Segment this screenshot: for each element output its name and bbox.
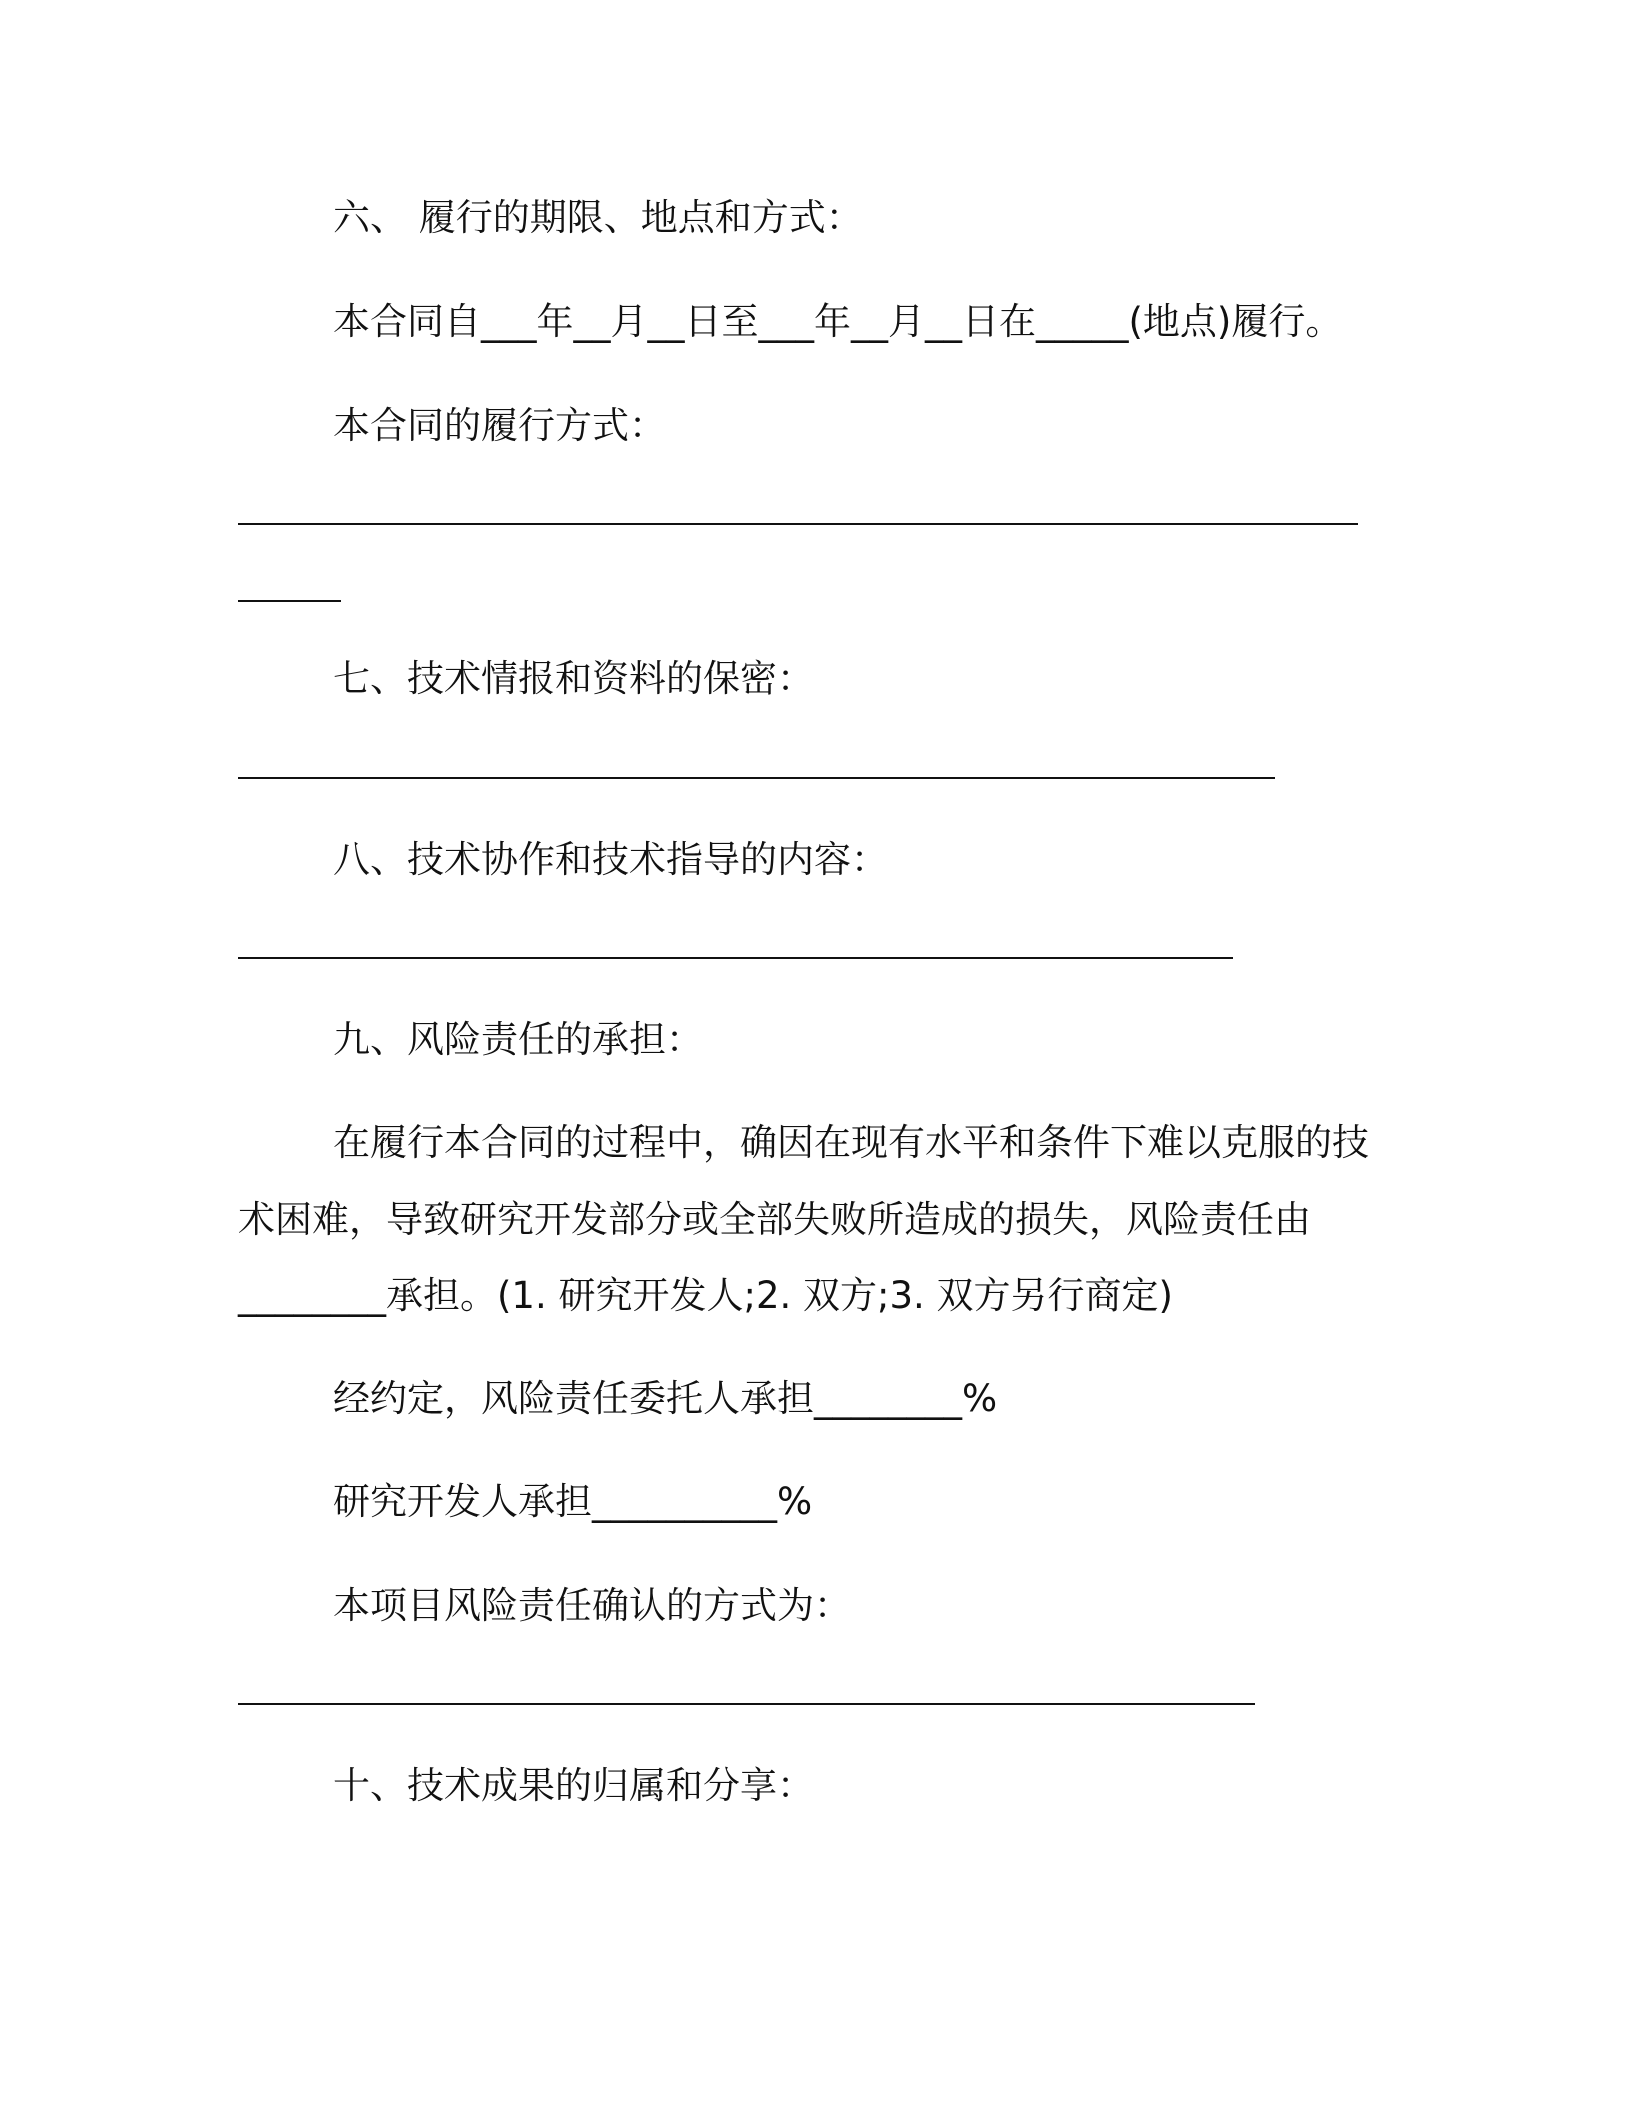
risk-paragraph-line-2: 术困难，导致研究开发部分或全部失败所造成的损失，风险责任由 <box>238 1198 1311 1241</box>
risk-confirmation-label: 本项目风险责任确认的方式为： <box>333 1584 851 1627</box>
performance-term-line: 本合同自___年__月__日至___年__月__日在_____(地点)履行。 <box>333 300 1343 343</box>
risk-paragraph-line-1: 在履行本合同的过程中，确因在现有水平和条件下难以克服的技 <box>333 1121 1369 1164</box>
section-8-heading: 八、技术协作和技术指导的内容： <box>333 838 888 881</box>
section-9-heading: 九、风险责任的承担： <box>333 1018 703 1061</box>
technical-guidance-blank <box>238 957 1233 959</box>
confidentiality-blank <box>238 777 1275 779</box>
performance-method-blank-1 <box>238 523 1358 525</box>
performance-method-blank-2 <box>238 600 341 602</box>
client-risk-share: 经约定，风险责任委托人承担________% <box>333 1377 998 1420</box>
developer-risk-share: 研究开发人承担__________% <box>333 1480 813 1523</box>
section-6-heading: 六、 履行的期限、地点和方式： <box>333 196 863 239</box>
risk-paragraph-line-3: ________承担。(1. 研究开发人;2. 双方;3. 双方另行商定) <box>238 1274 1173 1317</box>
section-7-heading: 七、技术情报和资料的保密： <box>333 657 814 700</box>
performance-method-label: 本合同的履行方式： <box>333 404 666 447</box>
risk-confirmation-blank <box>238 1703 1255 1705</box>
section-10-heading: 十、技术成果的归属和分享： <box>333 1764 814 1807</box>
